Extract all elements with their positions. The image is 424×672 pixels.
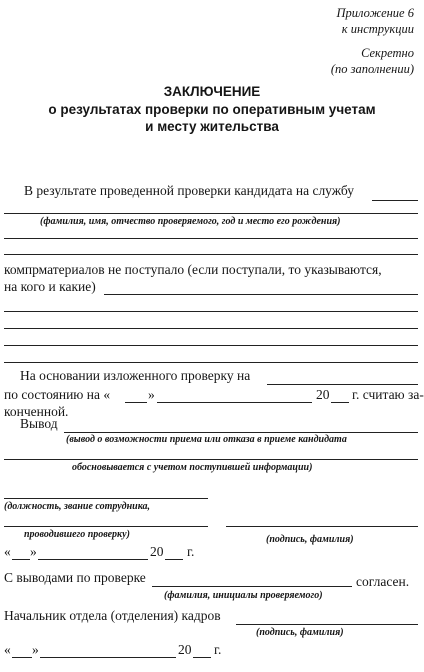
blank-line[interactable]: [4, 311, 418, 312]
acknowledge-caption: (фамилия, инициалы проверяемого): [164, 590, 323, 601]
conducted-field-line[interactable]: [4, 526, 208, 527]
document-subtitle-line1: о результатах проверки по оперативным учетам: [48, 102, 376, 117]
blank-line[interactable]: [4, 254, 418, 255]
candidate-field-line[interactable]: [372, 200, 418, 201]
signature-caption: (подпись, фамилия): [266, 534, 354, 545]
day-field-line[interactable]: [12, 559, 30, 560]
position-caption: (должность, звание сотрудника,: [4, 501, 151, 512]
secret-note: (по заполнении): [330, 62, 414, 76]
conclusion-caption: (вывод о возможности приема или отказа в приеме кандидата: [66, 434, 347, 445]
head-signature-line[interactable]: [236, 624, 418, 625]
year-prefix: 20: [178, 642, 192, 657]
agreed-text: согласен.: [356, 574, 410, 589]
day-field-line[interactable]: [12, 657, 32, 658]
appendix-number: Приложение 6: [336, 6, 414, 20]
year-field-line[interactable]: [193, 657, 211, 658]
year-prefix: 20: [150, 544, 164, 559]
blank-line[interactable]: [4, 238, 418, 239]
fio-caption: (фамилия, имя, отчество проверяемого, год и место его рождения): [40, 216, 341, 227]
acknowledge-text: С выводами по проверке: [4, 570, 146, 585]
basis-field-line[interactable]: [267, 384, 418, 385]
kompromat-text-line1: компрматериалов не поступало (если поступали, то указываются,: [4, 262, 382, 277]
kompromat-field-line[interactable]: [104, 294, 418, 295]
day-field-line[interactable]: [125, 402, 147, 403]
candidate-field-line-2[interactable]: [4, 213, 418, 214]
month-field-line[interactable]: [157, 402, 312, 403]
blank-line[interactable]: [4, 459, 418, 460]
conclusion-label: Вывод: [20, 416, 58, 431]
kompromat-text-line2: на кого и какие): [4, 279, 96, 294]
basis-text: На основании изложенного проверку на: [20, 368, 251, 383]
date-quote-open: «: [4, 544, 11, 559]
secret-stamp: Секретно: [361, 46, 414, 60]
head-signature-caption: (подпись, фамилия): [256, 627, 344, 638]
date-quote-close: »: [30, 544, 37, 559]
month-field-line[interactable]: [40, 657, 176, 658]
quote-close: »: [148, 387, 155, 402]
completed-text: конченной.: [4, 404, 69, 419]
candidate-check-text: В результате проведенной проверки кандидата на службу: [24, 183, 355, 198]
year-prefix: 20: [316, 387, 330, 402]
conclusion-field-line[interactable]: [64, 432, 418, 433]
head-of-personnel-text: Начальник отдела (отделения) кадров: [4, 608, 221, 623]
date-quote-open: «: [4, 642, 11, 657]
document-title: ЗАКЛЮЧЕНИЕ: [163, 84, 261, 99]
year-suffix: г.: [214, 642, 222, 657]
position-field-line[interactable]: [4, 498, 208, 499]
year-field-line[interactable]: [331, 402, 349, 403]
consider-text: г. считаю за-: [352, 387, 424, 402]
signature-field-line[interactable]: [226, 526, 418, 527]
justified-caption: обосновывается с учетом поступившей информации): [72, 462, 313, 473]
date-quote-close: »: [32, 642, 39, 657]
document-subtitle-line2: и месту жительства: [145, 119, 279, 134]
blank-line[interactable]: [4, 362, 418, 363]
year-field-line[interactable]: [165, 559, 183, 560]
acknowledge-field-line[interactable]: [152, 586, 352, 587]
as-of-text: по состоянию на «: [4, 387, 111, 402]
month-field-line[interactable]: [38, 559, 148, 560]
blank-line[interactable]: [4, 345, 418, 346]
blank-line[interactable]: [4, 328, 418, 329]
conducted-caption: проводившего проверку): [24, 529, 130, 540]
year-suffix: г.: [187, 544, 195, 559]
appendix-reference: к инструкции: [341, 22, 414, 36]
